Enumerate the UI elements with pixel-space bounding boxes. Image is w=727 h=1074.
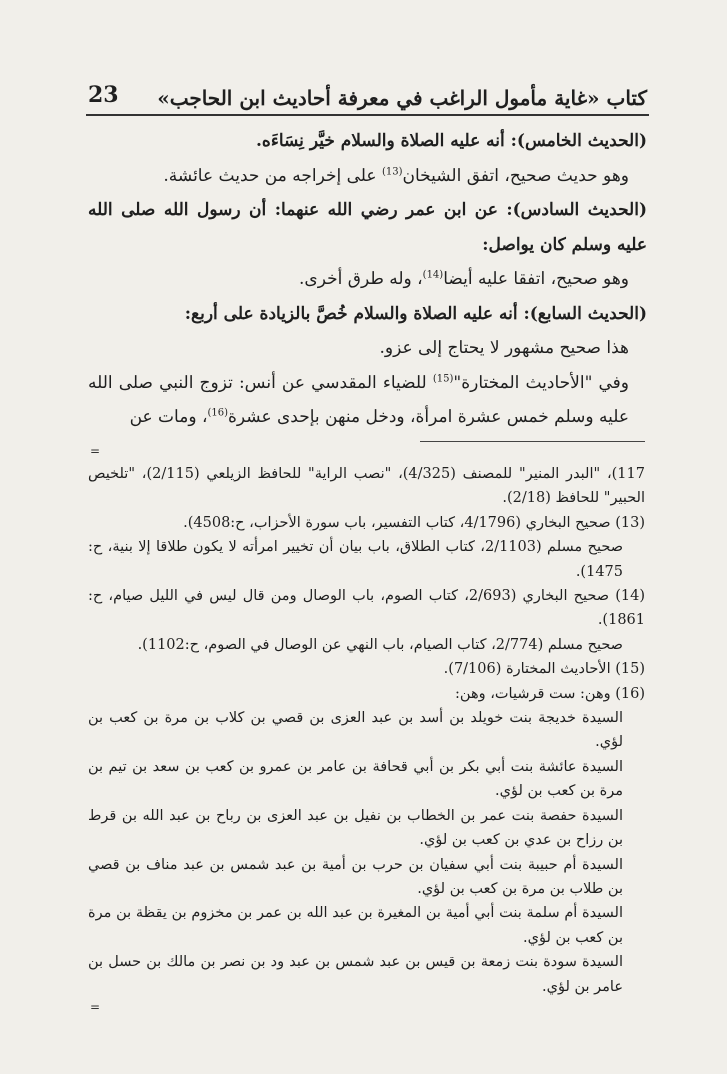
footnote-16: (16) وهن: ست قرشيات، وهن: bbox=[455, 685, 645, 702]
footnote-13-bukhari: (13) صحيح البخاري (4/1796، كتاب التفسير، باب سورة الأحزاب، ح:4508). bbox=[183, 514, 645, 531]
footnote-ref-13: (13) bbox=[381, 165, 403, 177]
hadith-5-text-b: على إخراجه من حديث عائشة. bbox=[163, 165, 382, 186]
footnote-ref-16: (16) bbox=[207, 407, 228, 419]
footnote-16-khadija: السيدة خديجة بنت خويلد بن أسد بن عبد العزى بن قصي بن كلاب بن مرة بن كعب بن لؤي. bbox=[88, 710, 623, 751]
footnote-13-muslim: صحيح مسلم (2/1103، كتاب الطلاق، باب بيان أن تخيير امرأته لا يكون طلاقا إلا بنية، ح: 1475). bbox=[88, 539, 624, 580]
hadith-5-commentary bbox=[88, 159, 647, 194]
page-number: 23 bbox=[88, 82, 119, 108]
footnote-14-muslim: صحيح مسلم (2/774، كتاب الصيام، باب النهي عن الوصال في الصوم، ح:1102). bbox=[137, 636, 623, 653]
header-rule bbox=[86, 114, 649, 116]
hadith-7-b-text-c: ، ومات عن bbox=[129, 407, 208, 427]
footnote-rule bbox=[420, 441, 645, 442]
running-title: كتاب «غاية مأمول الراغب في معرفة أحاديث ابن الحاجب» bbox=[157, 86, 647, 110]
hadith-7-b-text-b: للضياء المقدسي عن أنس: تزوج النبي صلى الله عليه وسلم خمس عشرة امرأة، ودخل منهن بإحدى عشرة bbox=[88, 372, 629, 427]
footnote-ref-15: (15) bbox=[432, 372, 454, 384]
continuation-mark-bottom: = bbox=[90, 1000, 101, 1014]
main-text bbox=[88, 124, 647, 435]
hadith-6-heading: (الحديث السادس): عن ابن عمر رضي الله عنهما: أن رسول الله صلى الله عليه وسلم كان يواصل: bbox=[88, 200, 647, 255]
footnote-16-aisha: السيدة عائشة بنت أبي بكر بن أبي قحافة بن عامر بن عمرو بن كعب بن سعد بن تيم بن مرة بن كعب بن لؤي. bbox=[88, 758, 623, 800]
hadith-6-text-a: وهو صحيح، اتفقا عليه أيضا bbox=[443, 269, 629, 289]
footnote-15: (15) الأحاديث المختارة (7/106). bbox=[443, 661, 645, 678]
footnotes bbox=[88, 462, 645, 999]
footnote-continued: 117)، "البدر المنير" للمصنف (4/325)، "نصب الراية" للحافظ الزيلعي (2/115)، "تلخيص الحبير" للحافظ (2/18). bbox=[88, 466, 645, 507]
hadith-7-commentary: هذا صحيح مشهور لا يحتاج إلى عزو. bbox=[379, 338, 629, 358]
footnote-16-umm-habiba: السيدة أم حبيبة بنت أبي سفيان بن حرب بن أمية بن عبد شمس بن عبد مناف بن قصي بن طلاب بن مرة بن كعب بن لؤي. bbox=[88, 856, 623, 897]
footnote-16-sawda: السيدة سودة بنت زمعة بن قيس بن عبد شمس بن عبد ود بن نصر بن مالك بن حسل بن عامر بن لؤي. bbox=[88, 954, 623, 995]
hadith-5-text-a: وهو حديث صحيح، اتفق الشيخان bbox=[402, 165, 629, 186]
hadith-7-heading: (الحديث السابع): أنه عليه الصلاة والسلام خُصَّ بالزيادة على أربع: bbox=[184, 303, 647, 324]
footnote-16-umm-salama: السيدة أم سلمة بنت أبي أمية بن المغيرة بن عبد الله بن عمر بن مخزوم بن يقظة بن مرة بن كعب بن لؤي. bbox=[88, 905, 623, 946]
continuation-mark-top: = bbox=[90, 444, 101, 458]
hadith-5-heading: (الحديث الخامس): أنه عليه الصلاة والسلام خيَّر نِسَاءَه. bbox=[256, 131, 647, 151]
footnote-ref-14: (14) bbox=[422, 269, 444, 281]
footnote-14-bukhari: (14) صحيح البخاري (2/693، كتاب الصوم، باب الوصال ومن قال ليس في الليل صيام، ح: 1861). bbox=[88, 588, 645, 629]
running-header bbox=[88, 80, 647, 114]
hadith-7-mukhtara-paragraph bbox=[88, 366, 647, 435]
hadith-6-text-b: ، وله طرق أخرى. bbox=[299, 269, 423, 289]
hadith-7-b-text-a: وفي "الأحاديث المختارة" bbox=[453, 372, 630, 393]
hadith-6-commentary bbox=[88, 262, 647, 297]
footnote-16-hafsa: السيدة حفصة بنت عمر بن الخطاب بن نفيل بن عبد العزى بن رباح بن عبد الله بن قرط بن رزاح بن عدي بن كعب بن لؤي. bbox=[88, 807, 623, 849]
